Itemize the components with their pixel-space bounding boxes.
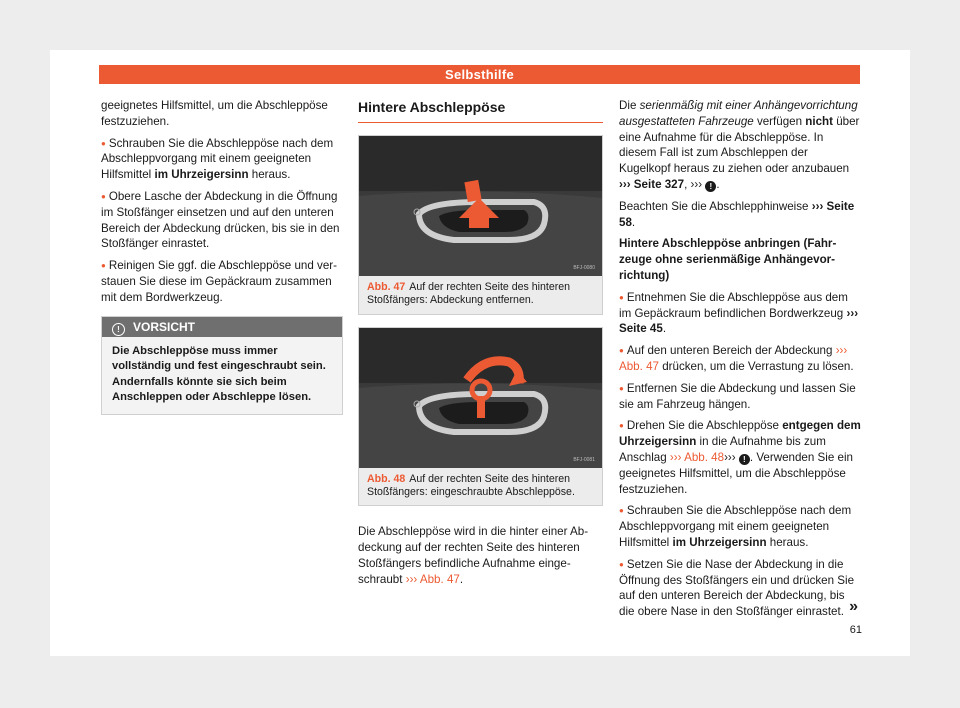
section-title: Hintere Abschleppöse	[358, 100, 603, 123]
bullet-item: ● Entfernen Sie die Abdeckung und lassen Sie sie am Fahrzeug hängen.	[619, 381, 862, 413]
bullet-item: ● Entnehmen Sie die Abschleppöse aus dem im Gepäckraum befindlichen Bordwerkzeug ››› Seite 45.	[619, 290, 862, 337]
bumper-cover-illustration	[359, 136, 602, 276]
bullet-item: ● Schrauben Sie die Abschleppöse nach dem Abschleppvorgang mit einem geeigneten Hilfsmittel im Uhrzeigersinn heraus.	[619, 503, 862, 550]
subheading: Hintere Abschleppöse anbringen (Fahrzeuge ohne serienmäßige Anhängevorrichtung)	[619, 237, 837, 282]
column-middle	[358, 98, 603, 594]
bullet-item: ● Auf den unteren Bereich der Abdeckung ››› Abb. 47 drücken, um die Verrastung zu lösen.	[619, 343, 862, 375]
paragraph: Die serienmäßig mit einer Anhängevorrichtung ausgestatteten Fahrzeuge verfügen nicht über eine Aufnahme für die Abschleppöse. In diesem Fall ist zum Abschleppen der Kugelkopf heraus zu ziehen oder anzubauen ››› Seite 327, ››› ! .	[619, 99, 860, 191]
figure-48	[358, 327, 603, 507]
figure-caption: Abb. 47 Auf der rechten Seite des hinteren Stoßfängers: Abdeckung entfernen.	[359, 276, 602, 314]
figure-link[interactable]: ››› Abb. 47	[619, 344, 848, 373]
warning-box	[101, 316, 343, 415]
section-header: Selbsthilfe	[99, 65, 860, 84]
continue-marker: »	[849, 598, 858, 615]
bullet-item: ● Drehen Sie die Abschleppöse entgegen dem Uhrzeigersinn in die Aufnahme bis zum Anschlag ››› Abb. 48››› ! . Verwenden Sie ein geeignetes Hilfsmittel, um die Abschleppöse festzuziehen.	[619, 418, 862, 497]
warning-header: ! VORSICHT	[102, 317, 342, 337]
page-link[interactable]: ››› Seite 58	[619, 199, 855, 229]
manual-page	[50, 50, 910, 656]
warning-text: Die Abschleppöse muss immer vollständig und fest eingeschraubt sein. Andernfalls könnte sie sich beim Anschleppen oder Abschleppe lösen.	[112, 344, 326, 404]
paragraph: Beachten Sie die Abschlepphinweise ››› Seite 58.	[619, 199, 855, 229]
tow-eye-illustration	[359, 328, 602, 468]
svg-text:BFJ-0081: BFJ-0081	[573, 456, 595, 463]
column-right	[619, 98, 862, 626]
figure-47	[358, 135, 603, 315]
bullet-item: ● Obere Lasche der Abdeckung in die Öffnung im Stoßfänger einsetzen und auf den unteren Bereich der Abdeckung drücken, bis sie in den Stoßfänger einrastet.	[101, 189, 343, 252]
info-circle-icon: !	[739, 454, 750, 465]
figure-link[interactable]: ››› Abb. 47	[405, 572, 460, 586]
bullet-item: ● Reinigen Sie ggf. die Abschleppöse und verstauen Sie diese im Gepäckraum zusammen mit dem Bordwerkzeug.	[101, 258, 343, 305]
paragraph: geeignetes Hilfsmittel, um die Abschleppöse festzuziehen.	[101, 99, 328, 128]
figure-link[interactable]: ››› Abb. 48	[669, 450, 725, 464]
bullet-item: ● Setzen Sie die Nase der Abdeckung in die Öffnung des Stoßfängers ein und drücken Sie auf den unteren Bereich der Abdeckung, bis die obere Nase in den Stoßfänger einrastet.	[619, 557, 862, 620]
paragraph: Die Abschleppöse wird in die hinter einer Abdeckung auf der rechten Seite des hinteren Stoßfängers befindliche Aufnahme eingeschraubt ››› Abb. 47.	[358, 525, 589, 586]
page-link[interactable]: ››› Seite 327	[619, 177, 685, 191]
page-link[interactable]: ››› Seite 45	[619, 306, 859, 336]
info-circle-icon: !	[705, 181, 716, 192]
page-number: 61	[849, 624, 862, 636]
column-left	[101, 98, 343, 415]
warning-icon: !	[112, 323, 125, 336]
bullet-item: ● Schrauben Sie die Abschleppöse nach dem Abschleppvorgang mit einem geeigneten Hilfsmittel im Uhrzeigersinn heraus.	[101, 136, 343, 183]
svg-text:BFJ-0080: BFJ-0080	[573, 264, 595, 271]
figure-caption: Abb. 48 Auf der rechten Seite des hinteren Stoßfängers: eingeschraubte Abschleppöse.	[359, 468, 602, 506]
